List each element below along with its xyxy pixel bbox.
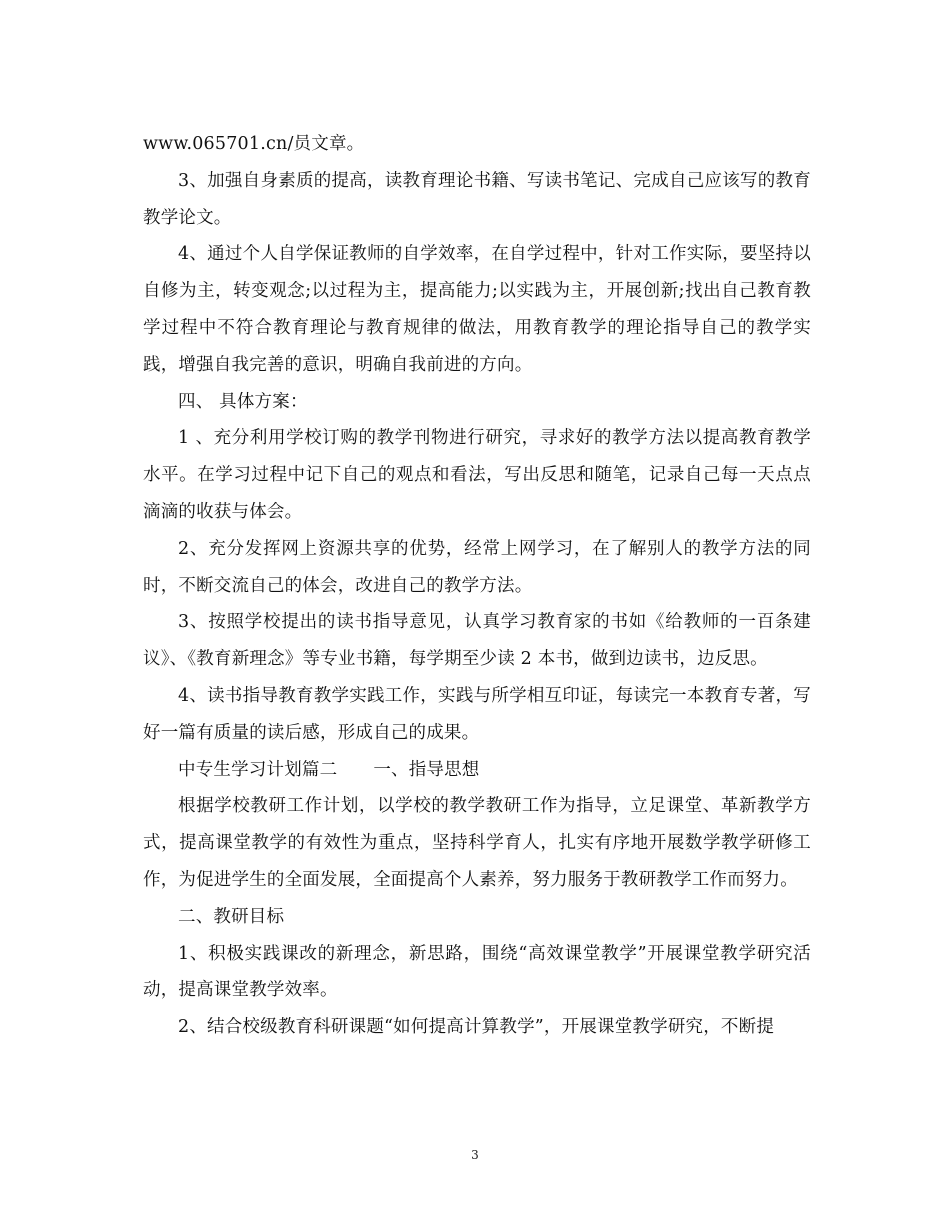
paragraph-url-continuation: www.065701.cn/员文章。 bbox=[143, 134, 365, 154]
section-heading-research-goals: 二、教研目标 bbox=[178, 906, 285, 927]
document-body bbox=[143, 126, 811, 1046]
section-subtitle: 一、指导思想 bbox=[373, 759, 480, 780]
paragraph-goal-1: 1、积极实践课改的新理念，新思路，围绕“高效课堂教学”开展课堂教学研究活动，提高课堂教学效率。 bbox=[143, 943, 811, 1001]
paragraph-plan-3: 3、按照学校提出的读书指导意见，认真学习教育家的书如《给教师的一百条建议》、《教育新理念》等专业书籍，每学期至少读 2 本书，做到边读书，边反思。 bbox=[143, 612, 811, 670]
section-title: 中专生学习计划篇二 bbox=[178, 759, 338, 780]
paragraph-item-3: 3、加强自身素质的提高，读教育理论书籍、写读书笔记、完成自己应该写的教育教学论文。 bbox=[143, 170, 811, 228]
paragraph-goal-2: 2、结合校级教育科研课题“如何提高计算教学”，开展课堂教学研究，不断提 bbox=[178, 1017, 775, 1038]
paragraph-guiding-idea: 根据学校教研工作计划，以学校的教学教研工作为指导，立足课堂、革新教学方式，提高课堂教学的有效性为重点，坚持科学育人，扎实有序地开展数学教学研修工作，为促进学生的全面发展，全面提高个人素养，努力服务于教研教学工作而努力。 bbox=[143, 796, 811, 890]
page-number: 3 bbox=[471, 1148, 479, 1162]
section-heading-specific-plan: 四、 具体方案： bbox=[178, 391, 308, 412]
paragraph-item-4: 4、通过个人自学保证教师的自学效率，在自学过程中，针对工作实际，要坚持以自修为主，转变观念;以过程为主，提高能力;以实践为主，开展创新;找出自己教育教学过程中不符合教育理论与教育规律的做法，用教育教学的理论指导自己的教学实践，增强自我完善的意识，明确自我前进的方向。 bbox=[143, 244, 811, 375]
paragraph-plan-2: 2、充分发挥网上资源共享的优势，经常上网学习，在了解别人的教学方法的同时，不断交流自己的体会，改进自己的教学方法。 bbox=[143, 538, 811, 596]
paragraph-plan-1: 1 、充分利用学校订购的教学刊物进行研究，寻求好的教学方法以提高教育教学水平。在学习过程中记下自己的观点和看法，写出反思和随笔，记录自己每一天点点滴滴的收获与体会。 bbox=[143, 428, 811, 522]
paragraph-plan-4: 4、读书指导教育教学实践工作，实践与所学相互印证，每读完一本教育专著，写好一篇有质量的读后感，形成自己的成果。 bbox=[143, 685, 811, 743]
section-heading-part-two bbox=[143, 752, 811, 789]
